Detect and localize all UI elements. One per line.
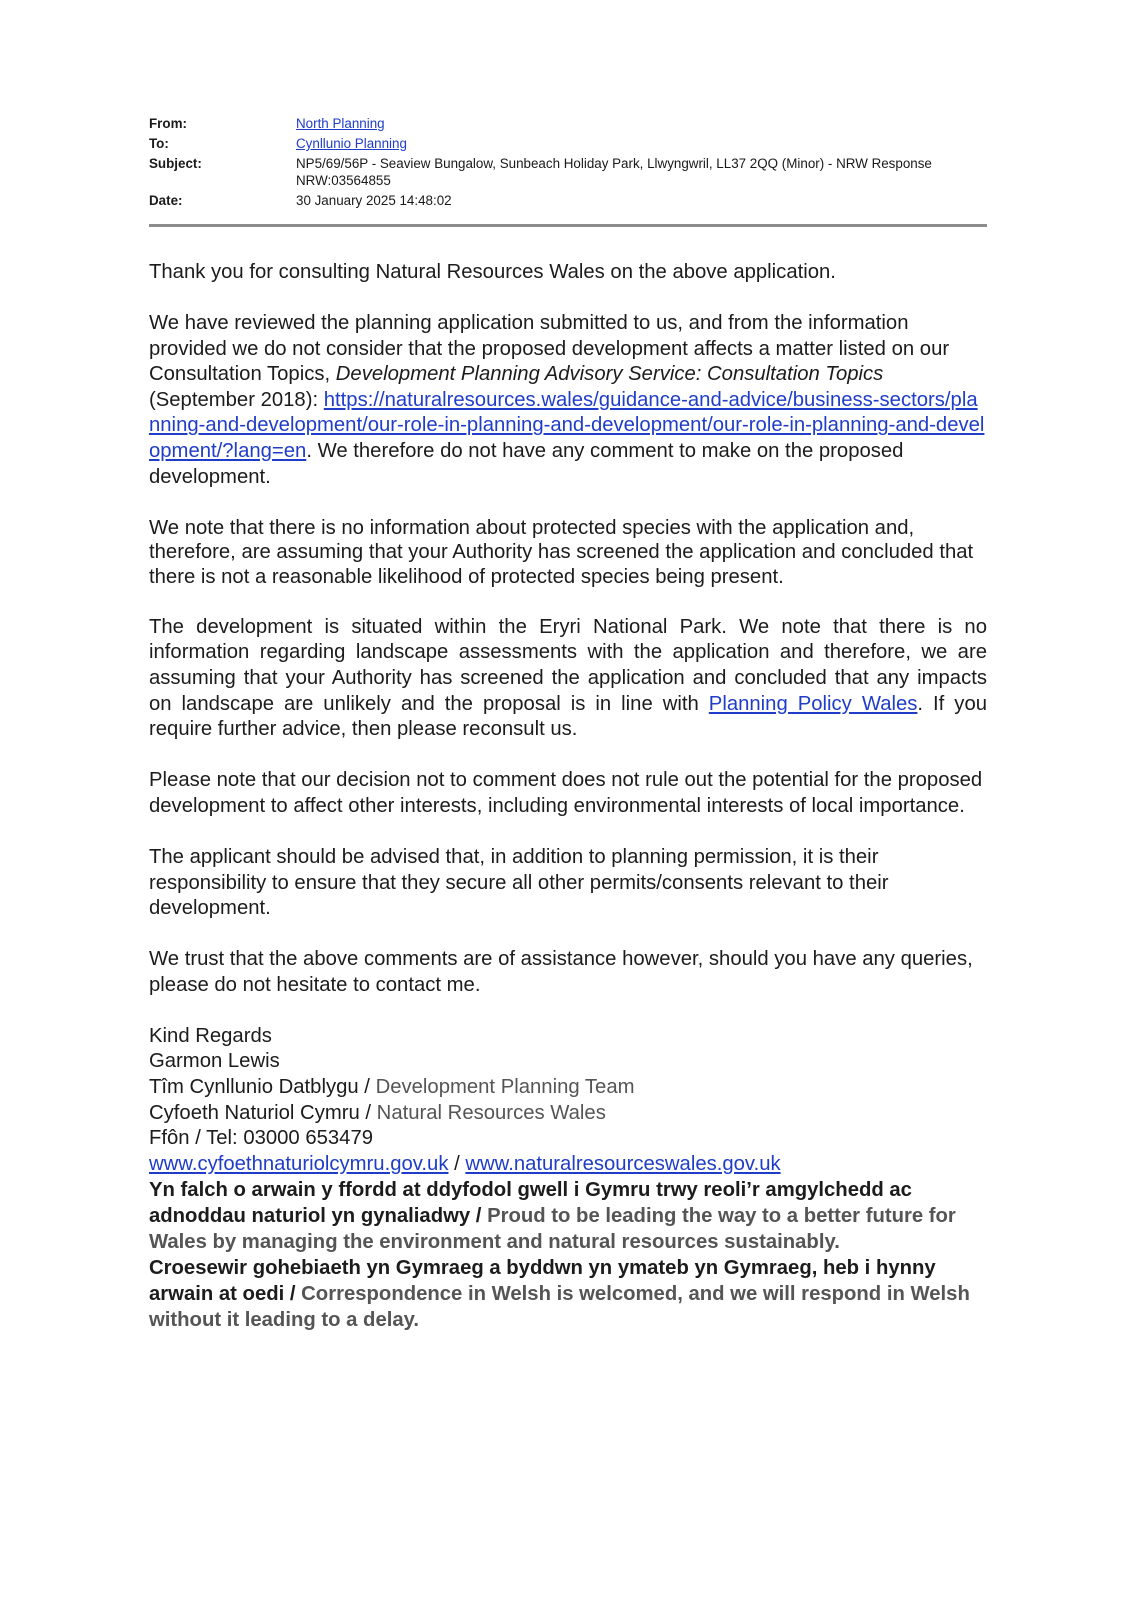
subject-value (296, 156, 987, 189)
date-value: 30 January 2025 14:48:02 (296, 192, 452, 208)
date-row (149, 193, 987, 210)
to-row (149, 136, 987, 153)
review-text-a: We have reviewed the planning application submitted to us, and from the information provided we do not consider that the proposed development affects a matter listed on our Consultation Topics, (149, 312, 950, 386)
org-english: Natural Resources Wales (376, 1101, 606, 1124)
subject-line-1: NP5/69/56P - Seaview Bungalow, Sunbeach Holiday Park, Llwyngwril, LL37 2QQ (Minor) - NRW Response (296, 156, 932, 171)
org-welsh: Cyfoeth Naturiol Cymru / (149, 1101, 377, 1124)
subject-label: Subject: (149, 156, 202, 171)
welsh-website-link[interactable]: www.cyfoethnaturiolcymru.gov.uk (149, 1152, 449, 1175)
paragraph-landscape (149, 615, 987, 743)
header-divider (149, 224, 987, 227)
paragraph-applicant: The applicant should be advised that, in addition to planning permission, it is their responsibility to ensure that they secure all other permits/consents relevant to their development. (149, 845, 889, 920)
from-row (149, 116, 987, 133)
from-label: From: (149, 116, 187, 131)
signature-team (149, 1075, 987, 1101)
paragraph-protected-species: We note that there is no information about protected species with the application and, therefore, are assuming that your Authority has screened the application and concluded that there is not a reasonable likelihood of protected species being present. (149, 516, 974, 588)
paragraph-review (149, 311, 987, 490)
landscape-text-b: . If you require further advice, then please reconsult us. (149, 692, 988, 741)
email-page (149, 116, 987, 1333)
planning-policy-wales-link[interactable]: Planning Policy Wales (708, 692, 918, 715)
subject-row (149, 156, 987, 189)
paragraph-thanks: Thank you for consulting Natural Resources Wales on the above application. (149, 261, 836, 283)
signature-welsh-language-note (149, 1255, 987, 1333)
motto-welsh: Yn falch o arwain y ffordd at ddyfodol gwell i Gymru trwy reoli’r amgylchedd ac adnoddau naturiol yn gynaliadwy / (149, 1179, 912, 1228)
welsh-note-english: Correspondence in Welsh is welcomed, and we will respond in Welsh without it leading to a delay. (149, 1283, 970, 1332)
review-text-b: (September 2018): (149, 388, 324, 411)
email-body (149, 260, 987, 1333)
email-header (149, 116, 987, 227)
paragraph-decision: Please note that our decision not to comment does not rule out the potential for the proposed development to affect other interests, including environmental interests of local importance. (149, 769, 983, 817)
english-website-link[interactable]: www.naturalresourceswales.gov.uk (465, 1152, 781, 1175)
from-link[interactable]: North Planning (296, 116, 385, 131)
motto-english: Proud to be leading the way to a better future for Wales by managing the environment and natural resources sustainably. (149, 1205, 956, 1254)
review-italic-title: Development Planning Advisory Service: Consultation Topics (335, 363, 884, 386)
welsh-note-welsh: Croesewir gohebiaeth yn Gymraeg a byddwn yn ymateb yn Gymraeg, heb i hynny arwain at oedi / (149, 1257, 936, 1306)
team-english: Development Planning Team (375, 1076, 635, 1099)
to-label: To: (149, 136, 169, 151)
review-text-c: . We therefore do not have any comment to make on the proposed development. (149, 440, 904, 488)
date-label: Date: (149, 192, 183, 208)
signature-block (149, 1024, 987, 1334)
consultation-topics-link[interactable]: https://naturalresources.wales/guidance-and-advice/business-sectors/planning-and-development/our-role-in-planning-and-development/our-role-in-planning-and-development/?lang=en (149, 388, 985, 463)
signature-motto (149, 1177, 987, 1255)
subject-line-2: NRW:03564855 (296, 172, 391, 188)
website-separator: / (448, 1152, 466, 1175)
landscape-text-a: The development is situated within the Eryri National Park. We note that there is no information regarding landscape assessments with the application and therefore, we are assuming that your Authority has screened the application and concluded that any impacts on landscape are unlikely and the proposal is in line with (149, 615, 987, 715)
signature-phone: Ffôn / Tel: 03000 653479 (149, 1127, 374, 1150)
paragraph-trust: We trust that the above comments are of assistance however, should you have any queries, please do not hesitate to contact me. (149, 948, 973, 996)
signature-name: Garmon Lewis (149, 1050, 280, 1073)
signature-org (149, 1101, 987, 1127)
signature-regards: Kind Regards (149, 1024, 272, 1047)
signature-websites (149, 1152, 987, 1178)
to-link[interactable]: Cynllunio Planning (296, 136, 407, 151)
team-welsh: Tîm Cynllunio Datblygu / (149, 1076, 376, 1099)
